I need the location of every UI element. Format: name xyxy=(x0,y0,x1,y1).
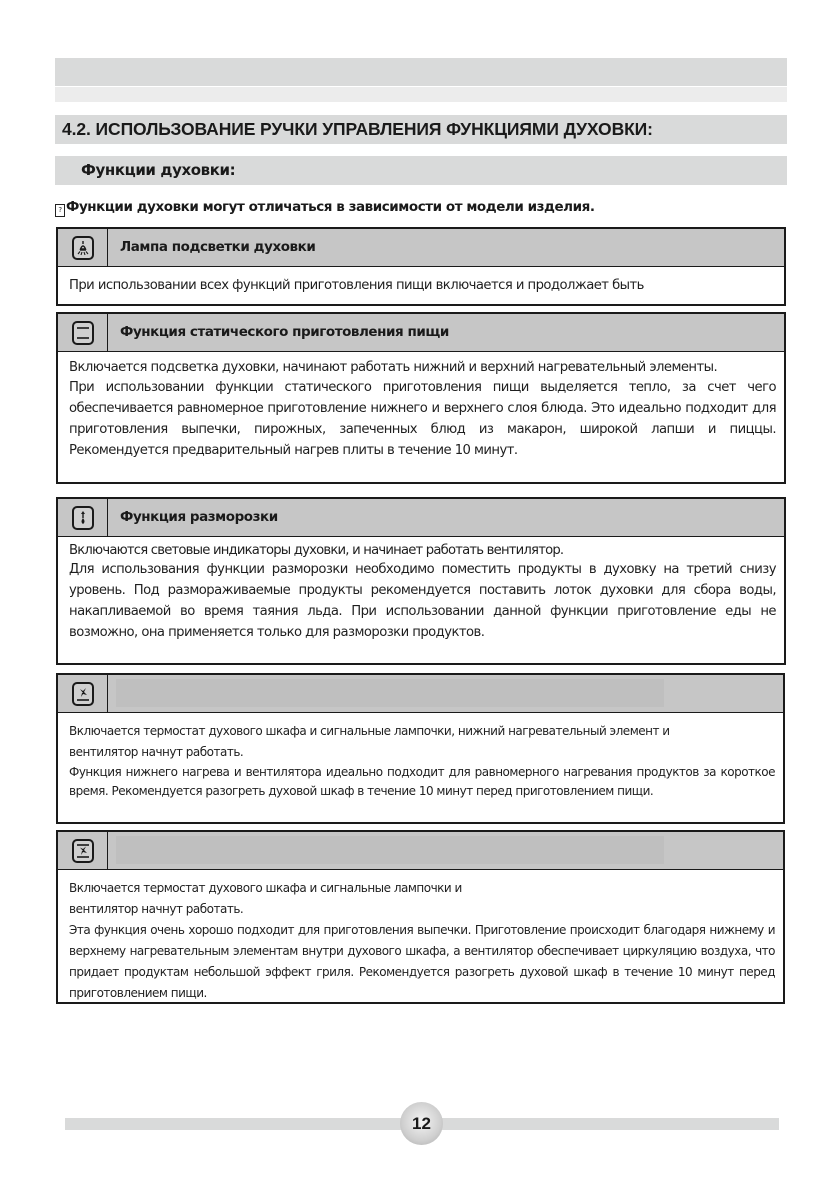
bottom-heat-fan-icon xyxy=(72,682,94,706)
function-box-static-cooking xyxy=(56,312,786,484)
function-box-top-bottom-heat-fan xyxy=(56,830,785,1004)
function-header xyxy=(58,229,784,267)
function-header xyxy=(58,314,784,352)
function-title-placeholder xyxy=(116,679,664,707)
defrost-icon xyxy=(72,506,94,530)
top-bottom-heat-fan-icon xyxy=(72,839,94,863)
section-subheading: Функции духовки: xyxy=(55,156,787,185)
section-heading: 4.2. ИСПОЛЬЗОВАНИЕ РУЧКИ УПРАВЛЕНИЯ ФУНКЦИЯМИ ДУХОВКИ: xyxy=(55,115,787,144)
function-description: Включаются световые индикаторы духовки, и начинает работать вентилятор. Для использования функции разморозки необходимо поместить продукты в духовку на третий снизу уровень. Под размораживаемые продукты рекомендуется поставить лоток духовки для сбора воды, накапливаемой во время таяния льда. При использовании данной функции приготовление еды не возможно, она применяется только для разморозки продуктов. xyxy=(69,543,776,640)
function-description: Включается термостат духового шкафа и сигнальные лампочки, нижний нагревательный элемент и вентилятор начнут работать. Функция нижнего нагрева и вентилятора идеально подходит для равномерного нагревания продуктов за короткое время. Рекомендуется разогреть духовой шкаф в течение 10 минут перед приготовлением пищи. xyxy=(69,724,775,798)
unknown-glyph-icon: ? xyxy=(55,204,65,217)
function-description: Включается термостат духового шкафа и сигнальные лампочки и вентилятор начнут работать. Эта функция очень хорошо подходит для приготовления выпечки. Приготовление происходит благодаря нижнему и верхнему нагревательным элементам внутри духового шкафа, а вентилятор обеспечивает циркуляцию воздуха, что придает продуктам небольшой эффект гриля. Рекомендуется разогреть духовой шкаф в течение 10 минут перед приготовлением пищи. xyxy=(69,881,775,1000)
static-cooking-icon xyxy=(72,321,94,345)
header-band xyxy=(55,58,787,86)
function-title: Функция статического приготовления пищи xyxy=(120,324,449,340)
function-header xyxy=(58,832,783,870)
page-number: 12 xyxy=(400,1102,443,1145)
function-header xyxy=(58,499,784,537)
function-description: При использовании всех функций приготовления пищи включается и продолжает быть xyxy=(69,278,644,293)
function-title-placeholder xyxy=(116,836,664,864)
oven-lamp-icon xyxy=(72,236,94,260)
function-title: Функция разморозки xyxy=(120,509,278,525)
function-header xyxy=(58,675,783,713)
function-box-oven-lamp xyxy=(56,227,786,306)
function-box-bottom-heat-fan xyxy=(56,673,785,824)
function-title: Лампа подсветки духовки xyxy=(120,239,316,255)
note-text: Функции духовки могут отличаться в зависимости от модели изделия. xyxy=(66,199,595,215)
function-description: Включается подсветка духовки, начинают работать нижний и верхний нагревательный элементы. При использовании функции статического приготовления пищи выделяется тепло, за счет чего обеспечивается равномерное приготовление нижнего и верхнего слоя блюда. Это идеально подходит для приготовления выпечки, пирожных, запеченных блюд из макарон, широкой лапши и пиццы. Рекомендуется предварительный нагрев плиты в течение 10 минут. xyxy=(69,360,776,458)
model-variation-note xyxy=(55,199,795,217)
function-box-defrost xyxy=(56,497,786,665)
header-band-light xyxy=(55,87,787,102)
